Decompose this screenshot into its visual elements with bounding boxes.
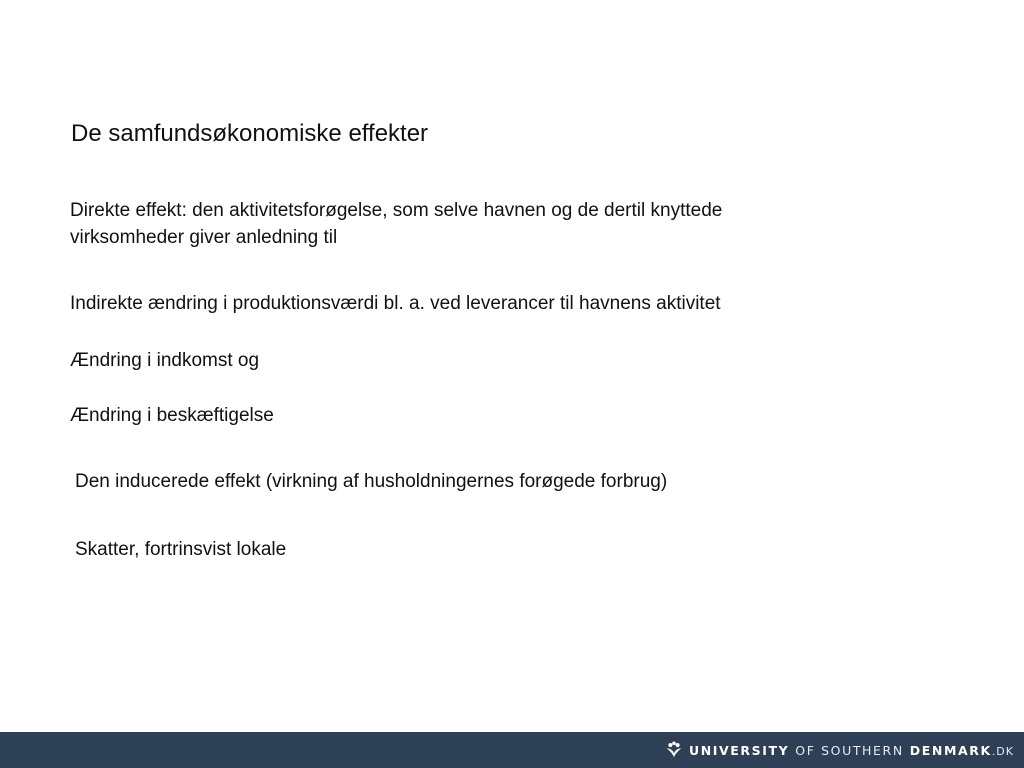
paragraph-taxes: Skatter, fortrinsvist lokale: [75, 539, 287, 560]
paragraph-direct-effect: Direkte effekt: den aktivitetsforøgelse, som selve havnen og de dertil knyttede virksomheder giver anledning til: [70, 200, 723, 248]
brand-of-southern: OF SOUTHERN: [795, 742, 904, 758]
sdu-logo-icon: [665, 741, 683, 759]
brand-university: UNIVERSITY: [688, 742, 790, 758]
brand-domain-suffix: .DK: [991, 744, 1014, 758]
slide-title: De samfundsøkonomiske effekter: [71, 120, 429, 147]
footer-bar: [0, 732, 1024, 768]
university-brand: [665, 732, 1014, 768]
brand-denmark: DENMARK: [909, 742, 992, 758]
paragraph-income-change: Ændring i indkomst og: [70, 350, 260, 371]
paragraph-induced-effect: Den inducerede effekt (virkning af husholdningernes forøgede forbrug): [75, 471, 668, 492]
paragraph-employment-change: Ændring i beskæftigelse: [70, 405, 274, 426]
brand-denmark-group: [910, 743, 1014, 758]
paragraph-indirect-change: Indirekte ændring i produktionsværdi bl. a. ved leverancer til havnens aktivitet: [70, 293, 721, 314]
